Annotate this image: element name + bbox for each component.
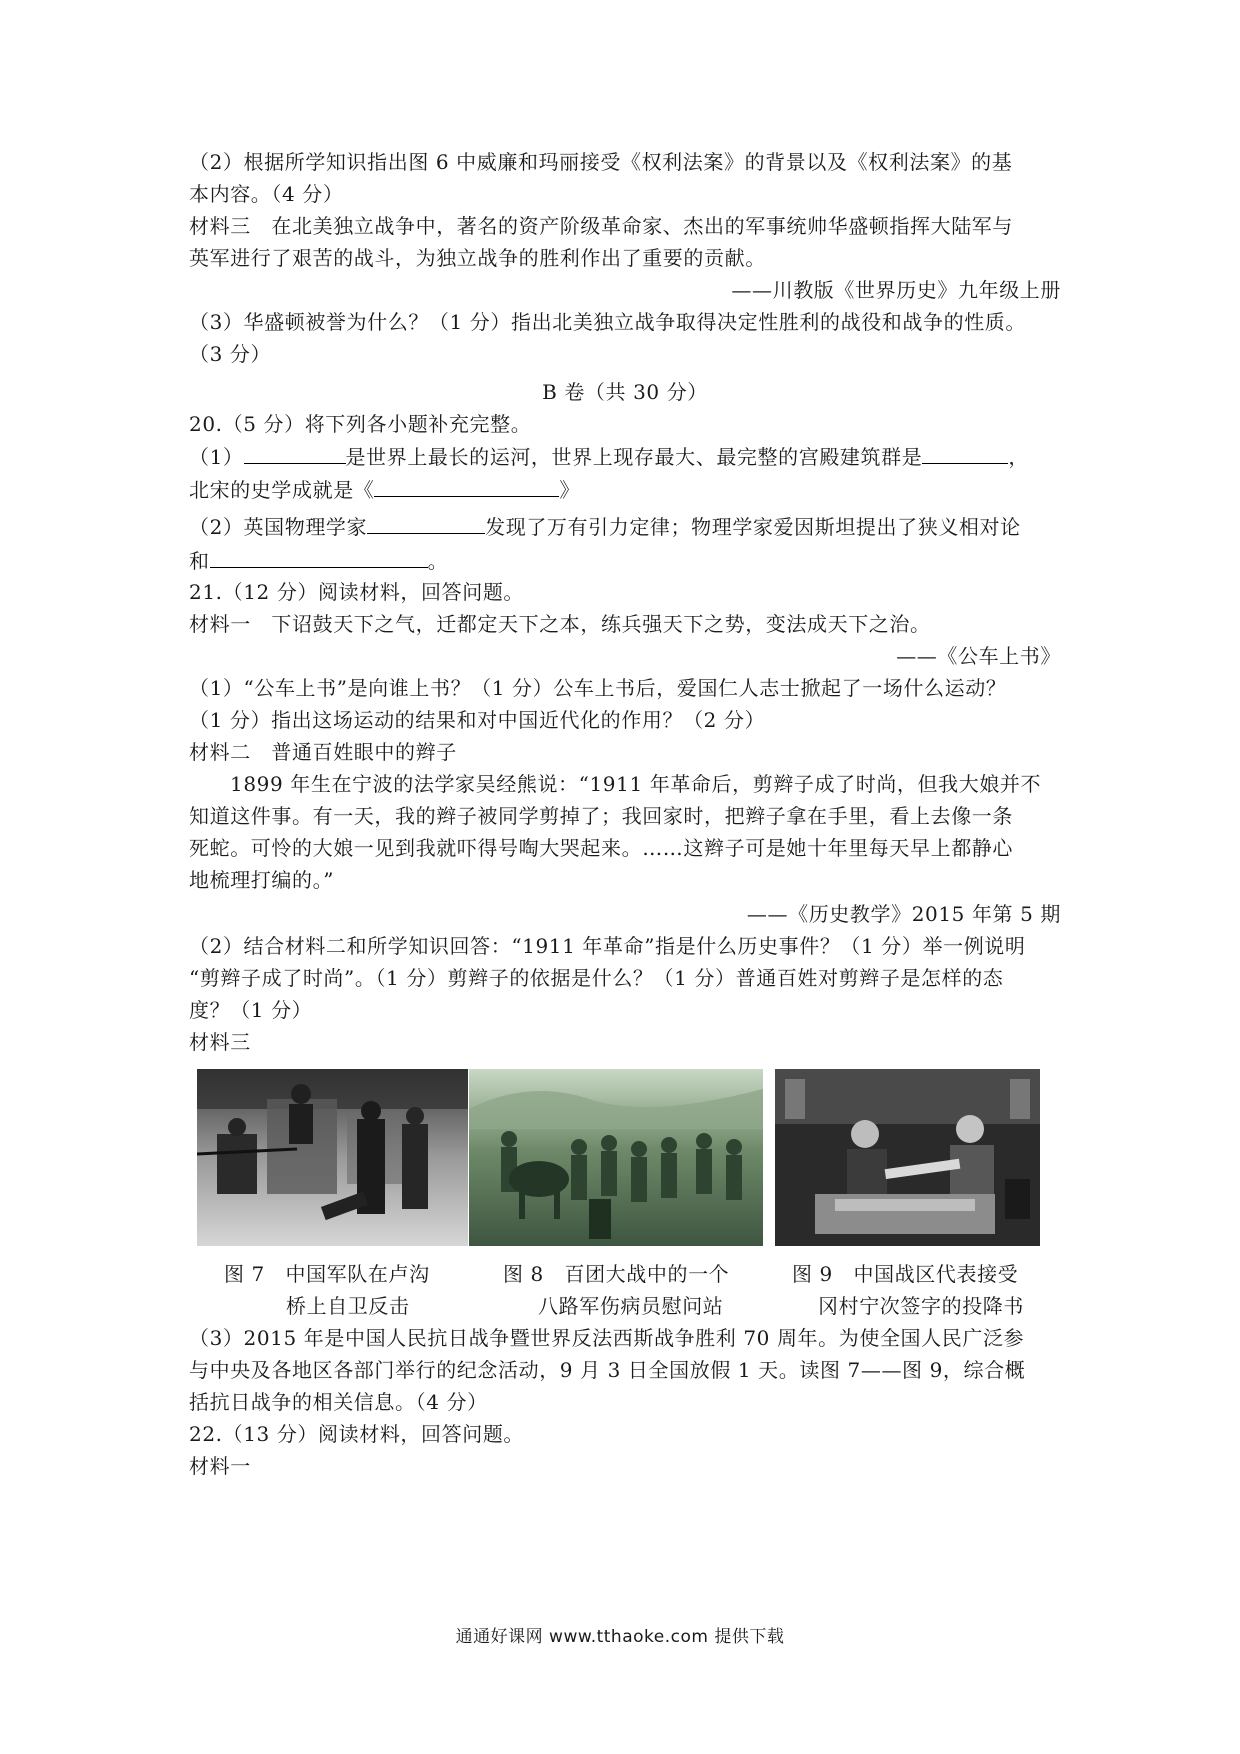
q21-3-line2: 与中央及各地区各部门举行的纪念活动，9 月 3 日全国放假 1 天。读图 7——图 9，综合概	[189, 1358, 1026, 1382]
q22-title: 22.（13 分）阅读材料，回答问题。	[189, 1422, 525, 1446]
figure-7-image	[197, 1069, 468, 1246]
figure-8-photo	[469, 1069, 763, 1246]
figure-8-caption-line2: 八路军伤病员慰问站	[538, 1294, 724, 1318]
q21-material2-line1: 1899 年生在宁波的法学家吴经熊说：“1911 年革命后，剪辫子成了时尚，但我大娘并不	[230, 772, 1042, 796]
q20-title: 20.（5 分）将下列各小题补充完整。	[189, 412, 532, 436]
figure-8-caption-line1: 图 8 百团大战中的一个	[503, 1262, 730, 1286]
q20-1-line1	[189, 441, 1061, 472]
q21-material2-line3: 死蛇。可怜的大娘一见到我就吓得号啕大哭起来。……这辫子可是她十年里每天早上都静心	[189, 836, 1013, 860]
figure-9-image	[775, 1069, 1040, 1246]
q21-2-line2: “剪辫子成了时尚”。（1 分）剪辫子的依据是什么？（1 分）普通百姓对剪辫子是怎样的态	[189, 966, 1004, 990]
page-footer: 通通好课网 www.tthaoke.com 提供下载	[455, 1627, 785, 1647]
q19-2-line1: （2）根据所学知识指出图 6 中威廉和玛丽接受《权利法案》的背景以及《权利法案》的基	[189, 150, 1013, 174]
q20-1-text2: 北宋的史学成就是《	[189, 478, 375, 502]
fill-blank[interactable]	[210, 545, 428, 568]
figure-9-photo	[775, 1069, 1040, 1246]
q20-1-comma: ，	[1008, 445, 1029, 469]
q21-1-line2: （1 分）指出这场运动的结果和对中国近代化的作用？（2 分）	[189, 708, 766, 732]
q21-2-line3: 度？（1 分）	[189, 998, 313, 1022]
q22-material1-title: 材料一	[189, 1454, 251, 1478]
q20-2-period: 。	[427, 549, 449, 573]
q20-1-line2	[189, 474, 1061, 505]
figure-9-caption-line2: 冈村宁次签字的投降书	[818, 1294, 1024, 1318]
fill-blank[interactable]	[244, 441, 346, 464]
q19-2-line2: 本内容。（4 分）	[189, 182, 344, 206]
fill-blank[interactable]	[367, 511, 485, 534]
figure-7-caption-line2: 桥上自卫反击	[286, 1294, 410, 1318]
q20-1-text: 是世界上最长的运河，世界上现存最大、最完整的宫殿建筑群是	[345, 445, 923, 469]
q21-material1: 材料一 下诏鼓天下之气，迁都定天下之本，练兵强天下之势，变法成天下之治。	[189, 612, 931, 636]
material3-line2: 英军进行了艰苦的战斗，为独立战争的胜利作出了重要的贡献。	[189, 246, 766, 270]
q21-material2-title: 材料二 普通百姓眼中的辫子	[189, 740, 457, 764]
q21-material2-line4: 地梳理打编的。”	[189, 868, 335, 892]
q21-material2-line2: 知道这件事。有一天，我的辫子被同学剪掉了；我回家时，把辫子拿在手里，看上去像一条	[189, 804, 1013, 828]
q21-material3-title: 材料三	[189, 1030, 251, 1054]
q21-title: 21.（12 分）阅读材料，回答问题。	[189, 580, 525, 604]
fill-blank[interactable]	[922, 441, 1008, 464]
q19-3-line1: （3）华盛顿被誉为什么？（1 分）指出北美独立战争取得决定性胜利的战役和战争的性质。	[189, 310, 1027, 334]
q21-material1-source: ——《公车上书》	[896, 644, 1061, 668]
q19-3-line2: （3 分）	[189, 342, 272, 366]
figure-9-caption-line1: 图 9 中国战区代表接受	[792, 1262, 1019, 1286]
q21-3-line1: （3）2015 年是中国人民抗日战争暨世界反法西斯战争胜利 70 周年。为使全国人民广泛参	[189, 1326, 1025, 1350]
figure-7-photo	[197, 1069, 468, 1246]
q21-1-line1: （1）“公车上书”是向谁上书？（1 分）公车上书后，爱国仁人志士掀起了一场什么运动？	[189, 676, 1007, 700]
q20-1-label: （1）	[189, 445, 244, 469]
figure-8-image	[469, 1069, 763, 1246]
q20-2-line1	[189, 511, 1061, 542]
material3-source: ——川教版《世界历史》九年级上册	[731, 278, 1061, 302]
q21-3-line3: 括抗日战争的相关信息。（4 分）	[189, 1390, 488, 1414]
q20-2-text: （2）英国物理学家	[189, 515, 368, 539]
q20-2-text2: 发现了万有引力定律；物理学家爱因斯坦提出了狭义相对论	[485, 515, 1021, 539]
figure-7-caption-line1: 图 7 中国军队在卢沟	[224, 1262, 430, 1286]
q20-2-line2	[189, 545, 1061, 576]
q21-material2-source: ——《历史教学》2015 年第 5 期	[746, 902, 1061, 926]
q20-2-text3: 和	[189, 549, 210, 573]
q20-1-close: 》	[559, 478, 581, 502]
section-b-title: B 卷（共 30 分）	[542, 380, 708, 404]
material3-line1: 材料三 在北美独立战争中，著名的资产阶级革命家、杰出的军事统帅华盛顿指挥大陆军与	[189, 214, 1013, 238]
fill-blank[interactable]	[374, 474, 559, 497]
q21-2-line1: （2）结合材料二和所学知识回答：“1911 年革命”指是什么历史事件？（1 分）举一例说明	[189, 934, 1026, 958]
